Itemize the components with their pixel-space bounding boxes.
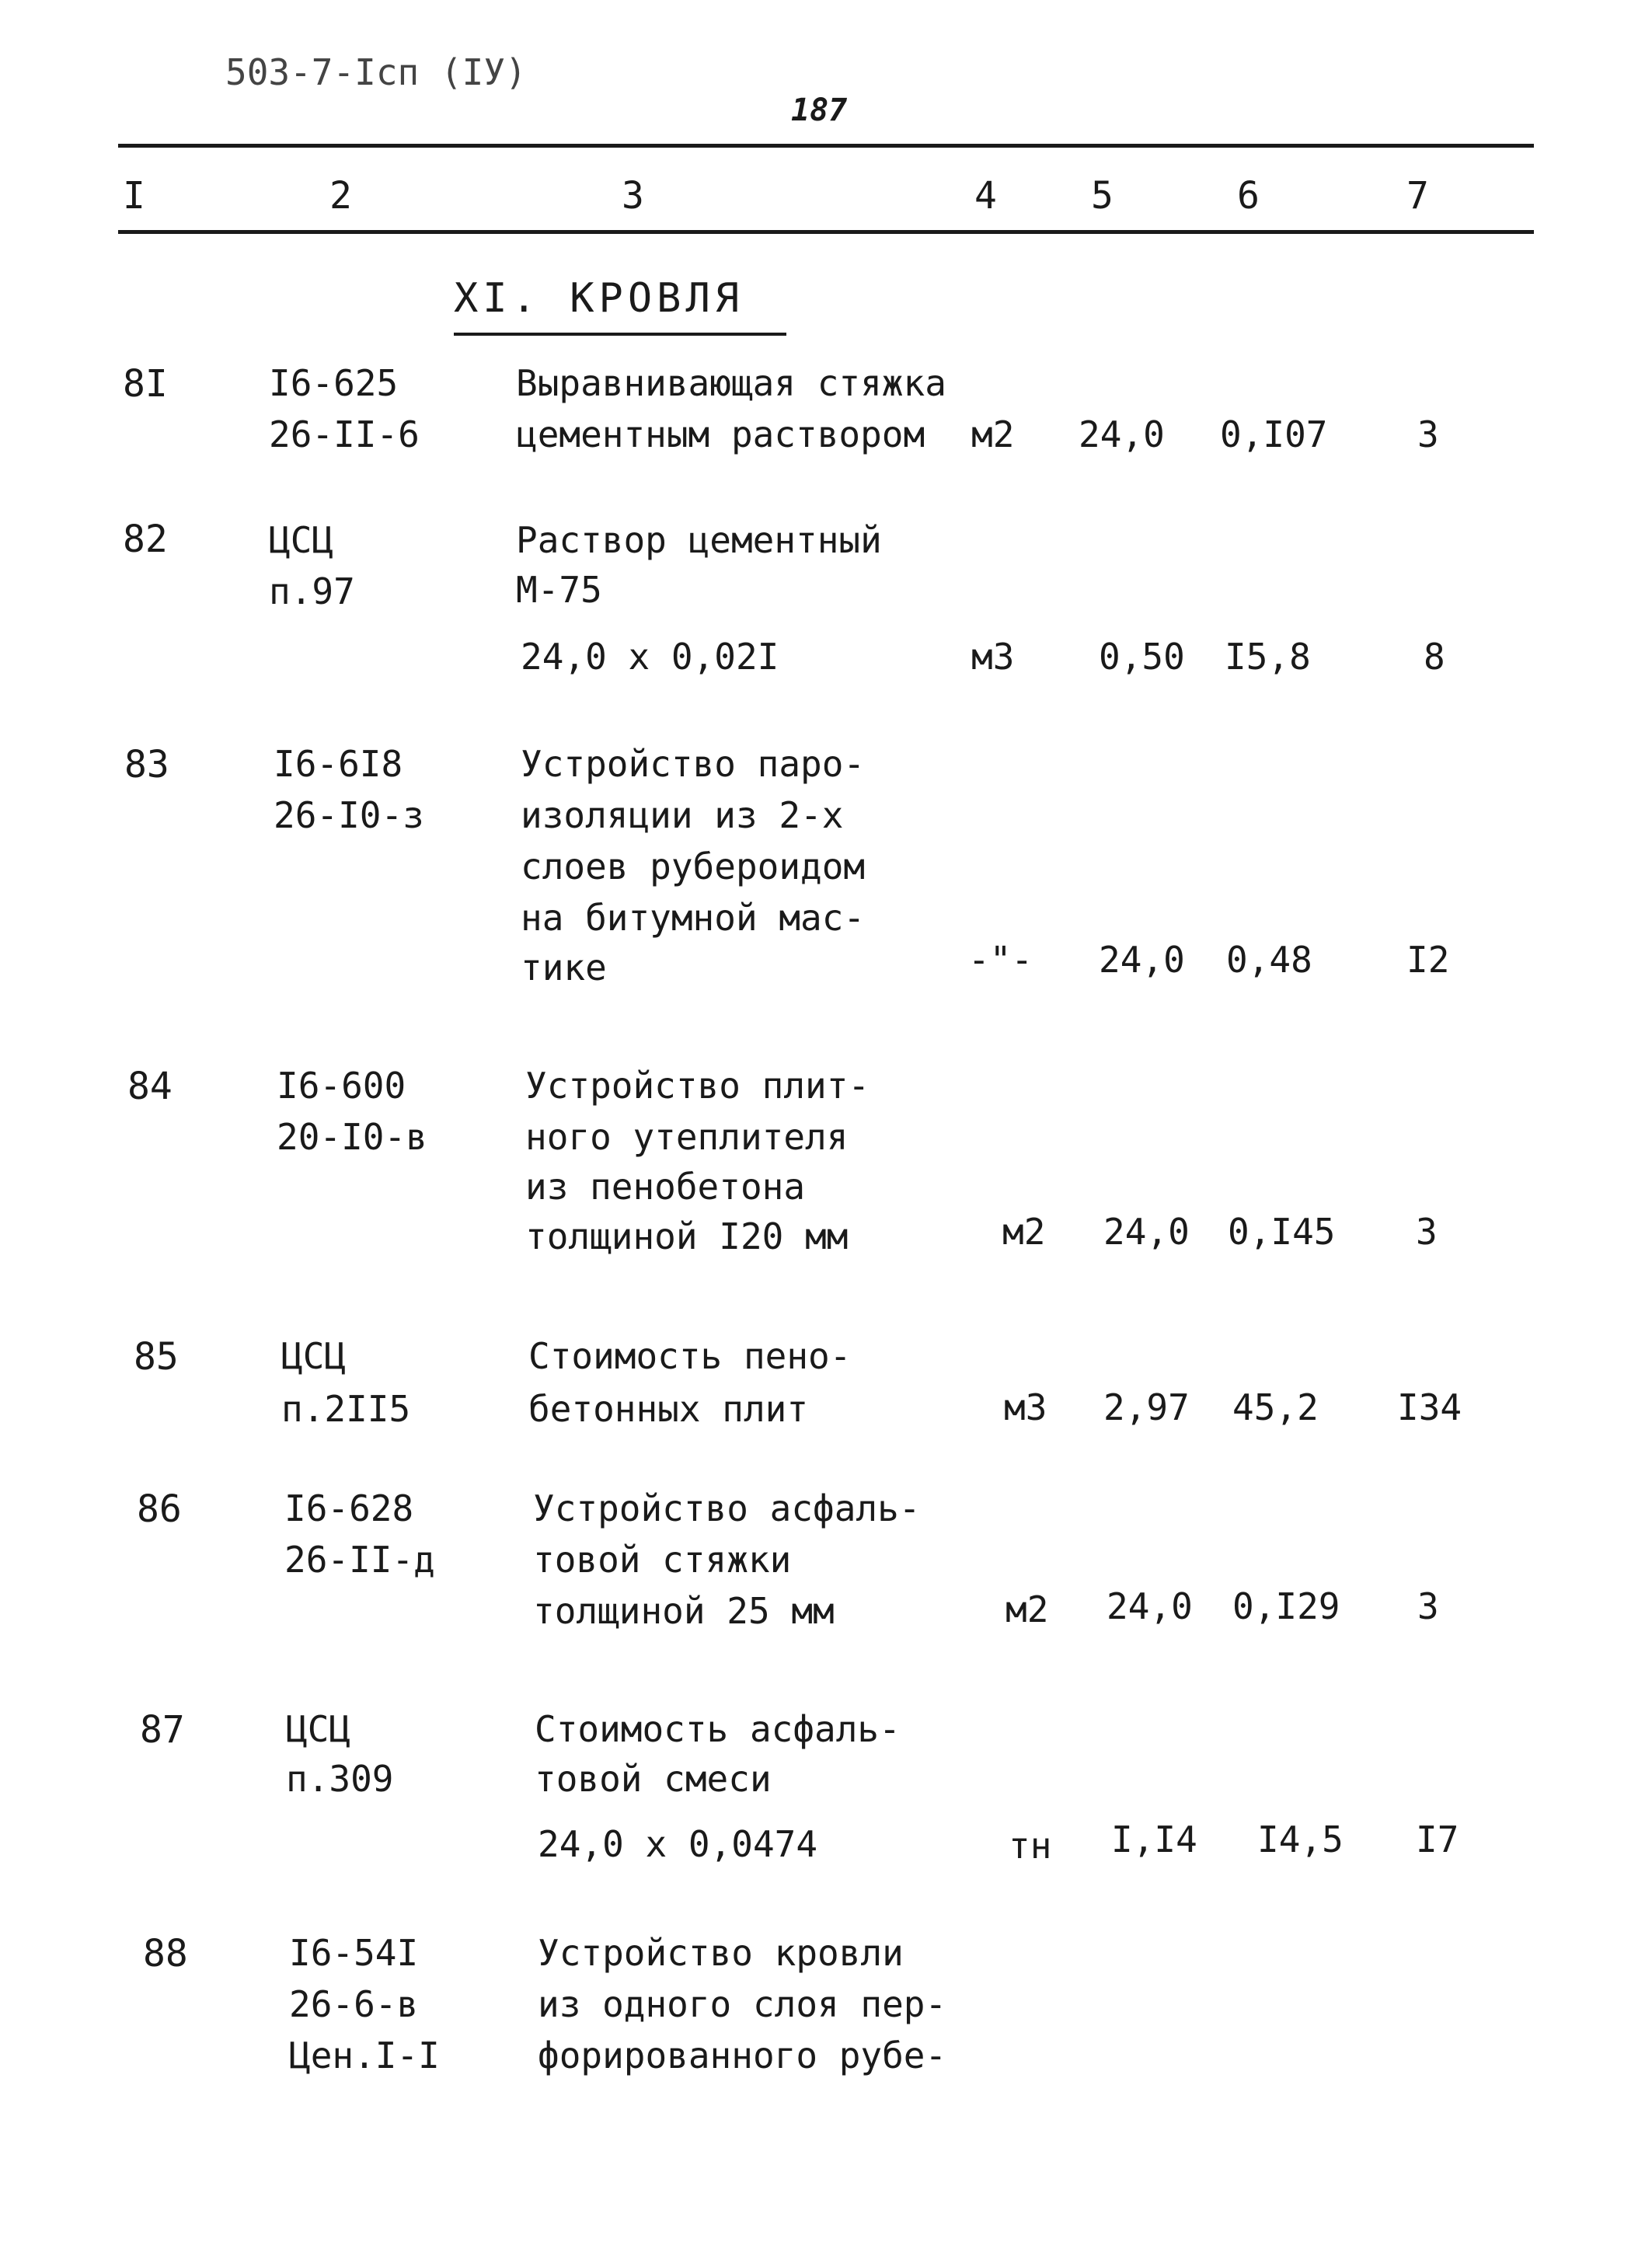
- description-line: толщиной I20 мм: [525, 1215, 849, 1257]
- calculation-line: 24,0 х 0,02I: [521, 636, 779, 678]
- quantity-cell: 24,0: [1107, 1585, 1193, 1627]
- description-line: Устройство паро-: [521, 743, 866, 785]
- quantity-cell: 24,0: [1079, 413, 1165, 455]
- column-header-1: I: [123, 174, 145, 218]
- code-line: 20-I0-в: [277, 1116, 427, 1158]
- code-line: 26-II-6: [269, 413, 420, 455]
- unit-price-cell: 0,48: [1226, 939, 1312, 981]
- row-number: 83: [124, 743, 169, 786]
- description-line: изоляции из 2-х: [521, 794, 844, 836]
- description-line: товой смеси: [535, 1758, 772, 1800]
- code-line: I6-628: [284, 1487, 414, 1529]
- description-line: тике: [521, 947, 607, 989]
- quantity-cell: 0,50: [1099, 636, 1185, 678]
- code-line: 26-6-в: [289, 1983, 419, 2025]
- header-bottom-rule: [118, 230, 1534, 234]
- description-line: форированного рубе-: [538, 2035, 947, 2076]
- code-line: п.309: [286, 1758, 394, 1800]
- column-header-4: 4: [974, 174, 997, 218]
- description-line: цементным раствором: [516, 413, 925, 455]
- row-number: 88: [143, 1932, 188, 1975]
- quantity-cell: 24,0: [1099, 939, 1185, 981]
- description-line: товой стяжки: [533, 1539, 792, 1581]
- total-cell: 3: [1416, 1211, 1438, 1253]
- column-header-3: 3: [622, 174, 644, 218]
- unit-cell: -"-: [968, 939, 1033, 981]
- row-number: 8I: [123, 362, 168, 406]
- description-line: на битумной мас-: [521, 897, 866, 939]
- description-line: Стоимость пено-: [528, 1335, 852, 1377]
- description-line: из пенобетона: [525, 1166, 806, 1208]
- description-line: Выравнивающая стяжка: [516, 362, 946, 404]
- description-line: толщиной 25 мм: [533, 1590, 835, 1632]
- document-code: 503-7-Iсп (IУ): [225, 51, 527, 93]
- total-cell: I7: [1416, 1818, 1459, 1860]
- code-line: ЦСЦ: [269, 519, 334, 561]
- header-top-rule: [118, 144, 1534, 148]
- description-line: слоев рубероидом: [521, 846, 866, 887]
- quantity-cell: 24,0: [1103, 1211, 1190, 1253]
- code-line: 26-I0-з: [274, 794, 424, 836]
- column-header-5: 5: [1091, 174, 1114, 218]
- code-line: п.97: [269, 570, 355, 612]
- code-line: I6-600: [277, 1065, 406, 1107]
- code-line: I6-6I8: [274, 743, 403, 785]
- description-line: ного утеплителя: [525, 1116, 849, 1158]
- unit-price-cell: 0,I45: [1228, 1211, 1336, 1253]
- code-line: ЦСЦ: [281, 1335, 347, 1377]
- description-line: Устройство асфаль-: [533, 1487, 921, 1529]
- description-line: Раствор цементный: [516, 519, 882, 561]
- code-line: I6-625: [269, 362, 399, 404]
- quantity-cell: I,I4: [1111, 1818, 1197, 1860]
- code-line: ЦСЦ: [286, 1708, 351, 1750]
- column-header-7: 7: [1406, 174, 1429, 218]
- unit-price-cell: 0,I07: [1220, 413, 1328, 455]
- total-cell: 8: [1424, 636, 1445, 678]
- row-number: 86: [137, 1487, 182, 1531]
- total-cell: I2: [1406, 939, 1450, 981]
- total-cell: 3: [1417, 1585, 1439, 1627]
- quantity-cell: 2,97: [1103, 1386, 1190, 1428]
- code-line: 26-II-д: [284, 1539, 435, 1581]
- row-number: 85: [134, 1335, 179, 1379]
- description-line: Стоимость асфаль-: [535, 1708, 901, 1750]
- code-line: п.2II5: [281, 1388, 411, 1430]
- section-title: XI. КРОВЛЯ: [454, 275, 744, 322]
- unit-price-cell: 45,2: [1232, 1386, 1319, 1428]
- column-header-6: 6: [1237, 174, 1260, 218]
- description-line: бетонных плит: [528, 1388, 809, 1430]
- unit-price-cell: I4,5: [1257, 1818, 1344, 1860]
- row-number: 87: [140, 1708, 185, 1752]
- description-line: М-75: [516, 569, 602, 611]
- unit-price-cell: 0,I29: [1232, 1585, 1340, 1627]
- unit-cell: тн: [1009, 1825, 1052, 1867]
- total-cell: 3: [1417, 413, 1439, 455]
- description-line: из одного слоя пер-: [538, 1983, 947, 2025]
- calculation-line: 24,0 х 0,0474: [538, 1823, 818, 1865]
- section-title-underline: [454, 333, 786, 336]
- code-line: I6-54I: [289, 1932, 419, 1974]
- unit-cell: м2: [1002, 1211, 1046, 1253]
- row-number: 82: [123, 518, 168, 561]
- code-line: Цен.I-I: [289, 2035, 440, 2076]
- column-header-2: 2: [329, 174, 352, 218]
- unit-cell: м3: [971, 636, 1015, 678]
- unit-cell: м2: [1005, 1588, 1049, 1630]
- page-number: 187: [791, 92, 848, 128]
- description-line: Устройство плит-: [525, 1065, 870, 1107]
- total-cell: I34: [1397, 1386, 1462, 1428]
- row-number: 84: [127, 1065, 173, 1108]
- unit-cell: м2: [971, 413, 1015, 455]
- unit-price-cell: I5,8: [1225, 636, 1311, 678]
- description-line: Устройство кровли: [538, 1932, 904, 1974]
- unit-cell: м3: [1004, 1386, 1047, 1428]
